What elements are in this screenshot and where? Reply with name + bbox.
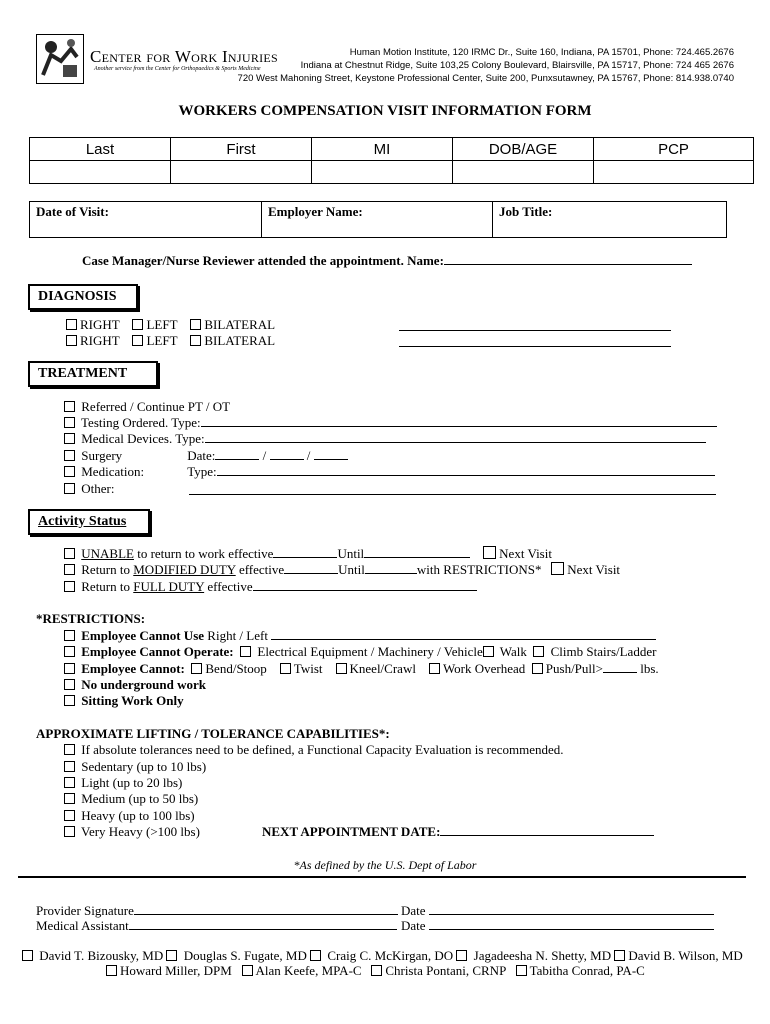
- keefe-label: Alan Keefe, MPA-C: [255, 963, 362, 978]
- cannot-checkbox[interactable]: [64, 663, 75, 674]
- next-appointment-field[interactable]: [440, 824, 654, 836]
- testing-label: Testing Ordered. Type:: [81, 415, 201, 430]
- walk-checkbox[interactable]: [483, 646, 494, 657]
- pontani-checkbox[interactable]: [371, 965, 382, 976]
- surgery-day-field[interactable]: [270, 448, 304, 460]
- surgery-month-field[interactable]: [215, 448, 259, 460]
- surgery-year-field[interactable]: [314, 448, 348, 460]
- unable-until-field[interactable]: [364, 546, 470, 558]
- date-of-visit-field[interactable]: [30, 202, 262, 238]
- medication-type-label: Type:: [187, 464, 217, 479]
- other-label: Other:: [81, 481, 115, 496]
- cannot-use-label: Employee Cannot Use: [81, 628, 205, 643]
- climb-label: Climb Stairs/Ladder: [550, 644, 657, 659]
- conrad-label: Tabitha Conrad, PA-C: [529, 963, 645, 978]
- sedentary-label: Sedentary (up to 10 lbs): [81, 759, 207, 774]
- overhead-label: Work Overhead: [442, 661, 526, 676]
- col-pcp: PCP: [594, 138, 754, 161]
- medication-checkbox[interactable]: [64, 466, 75, 477]
- diag2-right-checkbox[interactable]: [66, 335, 77, 346]
- col-last: Last: [30, 138, 171, 161]
- keefe-checkbox[interactable]: [242, 965, 253, 976]
- medication-type-field[interactable]: [217, 464, 715, 476]
- restrictions-heading: *RESTRICTIONS:: [36, 611, 146, 626]
- unable-next-visit-label: Next Visit: [499, 546, 552, 561]
- underground-checkbox[interactable]: [64, 679, 75, 690]
- very-heavy-checkbox[interactable]: [64, 826, 75, 837]
- full-effective-label: effective: [204, 579, 253, 594]
- lbs-label: lbs.: [636, 661, 659, 676]
- employer-label: Employer Name:: [268, 204, 363, 219]
- dol-footnote: *As defined by the U.S. Dept of Labor: [293, 858, 477, 872]
- logo-main-text: Center for Work Injuries: [90, 47, 279, 66]
- twist-checkbox[interactable]: [280, 663, 291, 674]
- job-title-field[interactable]: [493, 202, 727, 238]
- kneel-label: Kneel/Crawl: [349, 661, 416, 676]
- unable-checkbox[interactable]: [64, 548, 75, 559]
- push-pull-checkbox[interactable]: [532, 663, 543, 674]
- provider-date-field[interactable]: [429, 903, 714, 915]
- assistant-signature-field[interactable]: [129, 918, 397, 930]
- heavy-label: Heavy (up to 100 lbs): [81, 808, 195, 823]
- devices-checkbox[interactable]: [64, 433, 75, 444]
- address-3: 720 West Mahoning Street, Keystone Professional Center, Suite 200, Punxsutawney, PA 15767, Phone: 814.938.0740: [237, 73, 734, 84]
- wilson-checkbox[interactable]: [614, 950, 625, 961]
- devices-label: Medical Devices. Type:: [81, 431, 205, 446]
- address-1: Human Motion Institute, 120 IRMC Dr., Suite 160, Indiana, PA 15701, Phone: 724.465.2676: [349, 47, 734, 58]
- fugate-checkbox[interactable]: [166, 950, 177, 961]
- light-checkbox[interactable]: [64, 777, 75, 788]
- diag1-bilateral-checkbox[interactable]: [190, 319, 201, 330]
- unable-label: UNABLE: [81, 546, 134, 561]
- assistant-label: Medical Assistant: [36, 918, 129, 933]
- climb-checkbox[interactable]: [533, 646, 544, 657]
- shetty-checkbox[interactable]: [456, 950, 467, 961]
- cannot-operate-checkbox[interactable]: [64, 646, 75, 657]
- provider-signature-field[interactable]: [134, 903, 398, 915]
- cannot-operate-label: Employee Cannot Operate:: [81, 644, 234, 659]
- full-duty-checkbox[interactable]: [64, 581, 75, 592]
- logo-sub-text: Another service from the Center for Orthopaedics & Sports Medicine: [94, 66, 261, 72]
- pcp-field[interactable]: [594, 161, 754, 184]
- kneel-checkbox[interactable]: [336, 663, 347, 674]
- diag2-right-label: RIGHT: [80, 333, 120, 348]
- visit-info-table: [29, 201, 727, 238]
- sedentary-checkbox[interactable]: [64, 761, 75, 772]
- unable-effective-field[interactable]: [273, 546, 337, 558]
- shetty-label: Jagadeesha N. Shetty, MD: [473, 948, 612, 963]
- modified-until-label: Until: [338, 562, 365, 577]
- with-restrictions-label: with RESTRICTIONS*: [416, 562, 542, 577]
- electrical-checkbox[interactable]: [240, 646, 251, 657]
- unable-until-label: Until: [337, 546, 365, 561]
- provider-date-label: Date: [401, 903, 426, 918]
- pontani-label: Christa Pontani, CRNP: [385, 963, 506, 978]
- col-dob: DOB/AGE: [453, 138, 594, 161]
- col-first: First: [171, 138, 312, 161]
- sitting-label: Sitting Work Only: [81, 693, 184, 708]
- assistant-date-field[interactable]: [429, 918, 714, 930]
- other-checkbox[interactable]: [64, 483, 75, 494]
- modified-until-field[interactable]: [365, 562, 417, 574]
- employer-field[interactable]: [262, 202, 493, 238]
- medication-label: Medication:: [81, 464, 145, 479]
- diag2-left-checkbox[interactable]: [132, 335, 143, 346]
- diag2-description-field[interactable]: [399, 346, 671, 347]
- modified-effective-field[interactable]: [284, 562, 338, 574]
- diag2-bilateral-checkbox[interactable]: [190, 335, 201, 346]
- date-of-visit-label: Date of Visit:: [36, 204, 109, 219]
- case-manager-label: Case Manager/Nurse Reviewer attended the appointment. Name:: [82, 253, 444, 268]
- underground-label: No underground work: [81, 677, 206, 692]
- provider-signature-label: Provider Signature: [36, 903, 134, 918]
- right-left-label: Right / Left: [204, 628, 268, 643]
- diag1-right-label: RIGHT: [80, 317, 120, 332]
- case-manager-name-field[interactable]: [444, 253, 692, 265]
- cannot-use-checkbox[interactable]: [64, 630, 75, 641]
- mckirgan-checkbox[interactable]: [310, 950, 321, 961]
- devices-type-field[interactable]: [205, 431, 706, 443]
- wilson-label: David B. Wilson, MD: [628, 948, 743, 963]
- next-appointment-label: NEXT APPOINTMENT DATE:: [262, 824, 441, 839]
- light-label: Light (up to 20 lbs): [81, 775, 183, 790]
- medium-checkbox[interactable]: [64, 793, 75, 804]
- modified-label: MODIFIED DUTY: [133, 562, 236, 577]
- unable-rest-label: to return to work effective: [133, 546, 274, 561]
- twist-label: Twist: [293, 661, 323, 676]
- diag2-bilateral-label: BILATERAL: [204, 333, 276, 348]
- form-title: WORKERS COMPENSATION VISIT INFORMATION FORM: [178, 103, 592, 119]
- section-divider: [18, 876, 746, 878]
- conrad-checkbox[interactable]: [516, 965, 527, 976]
- return-to-full-label: Return to: [81, 579, 134, 594]
- logo-emblem-icon: [36, 34, 84, 84]
- activity-heading-text: Activity Status: [38, 514, 127, 529]
- surgery-label: Surgery: [81, 448, 123, 463]
- walk-label: Walk: [499, 644, 527, 659]
- diag1-left-label: LEFT: [146, 317, 178, 332]
- miller-label: Howard Miller, DPM: [120, 963, 232, 978]
- cannot-use-field[interactable]: [271, 628, 656, 640]
- address-2: Indiana at Chestnut Ridge, Suite 103,25 Colony Boulevard, Blairsville, PA 15717, Phone: 724 465 2676: [300, 60, 734, 71]
- other-field[interactable]: [189, 494, 716, 495]
- miller-checkbox[interactable]: [106, 965, 117, 976]
- treatment-heading: TREATMENT: [28, 361, 158, 387]
- surgery-checkbox[interactable]: [64, 450, 75, 461]
- fce-label: If absolute tolerances need to be defined, a Functional Capacity Evaluation is recommended.: [81, 742, 564, 757]
- job-title-label: Job Title:: [499, 204, 553, 219]
- return-to-label: Return to: [81, 562, 134, 577]
- unable-next-visit-checkbox[interactable]: [483, 546, 496, 559]
- overhead-checkbox[interactable]: [429, 663, 440, 674]
- mi-field[interactable]: [312, 161, 453, 184]
- sitting-checkbox[interactable]: [64, 695, 75, 706]
- bizousky-label: David T. Bizousky, MD: [39, 948, 164, 963]
- dob-field[interactable]: [453, 161, 594, 184]
- bend-checkbox[interactable]: [191, 663, 202, 674]
- full-effective-field[interactable]: [253, 579, 477, 591]
- heavy-checkbox[interactable]: [64, 810, 75, 821]
- modified-effective-label: effective: [235, 562, 285, 577]
- bizousky-checkbox[interactable]: [22, 950, 33, 961]
- electrical-label: Electrical Equipment / Machinery / Vehicle: [257, 644, 483, 659]
- lifting-heading: APPROXIMATE LIFTING / TOLERANCE CAPABILITIES*:: [36, 726, 390, 741]
- diag2-left-label: LEFT: [146, 333, 178, 348]
- pt-ot-label: Referred / Continue PT / OT: [81, 399, 231, 414]
- pt-ot-checkbox[interactable]: [64, 401, 75, 412]
- fugate-label: Douglas S. Fugate, MD: [183, 948, 307, 963]
- first-name-field[interactable]: [171, 161, 312, 184]
- modified-next-visit-checkbox[interactable]: [551, 562, 564, 575]
- logo: [36, 34, 279, 86]
- assistant-date-label: Date: [401, 918, 426, 933]
- testing-checkbox[interactable]: [64, 417, 75, 428]
- patient-name-table: [29, 137, 754, 184]
- medium-label: Medium (up to 50 lbs): [81, 791, 199, 806]
- bend-label: Bend/Stoop: [205, 661, 267, 676]
- diagnosis-heading: DIAGNOSIS: [28, 284, 138, 310]
- push-pull-lbs-field[interactable]: [603, 661, 637, 673]
- last-name-field[interactable]: [30, 161, 171, 184]
- push-pull-label: Push/Pull>: [545, 661, 603, 676]
- diag1-right-checkbox[interactable]: [66, 319, 77, 330]
- activity-heading: [28, 509, 150, 535]
- diag1-description-field[interactable]: [399, 330, 671, 331]
- modified-next-visit-label: Next Visit: [567, 562, 621, 577]
- col-mi: MI: [312, 138, 453, 161]
- diag1-left-checkbox[interactable]: [132, 319, 143, 330]
- mckirgan-label: Craig C. McKirgan, DO: [327, 948, 454, 963]
- full-duty-label: FULL DUTY: [133, 579, 205, 594]
- cannot-label: Employee Cannot:: [81, 661, 185, 676]
- testing-type-field[interactable]: [201, 415, 717, 427]
- surgery-date-label: Date:: [187, 448, 216, 463]
- modified-checkbox[interactable]: [64, 564, 75, 575]
- very-heavy-label: Very Heavy (>100 lbs): [81, 824, 200, 839]
- fce-checkbox[interactable]: [64, 744, 75, 755]
- diag1-bilateral-label: BILATERAL: [204, 317, 276, 332]
